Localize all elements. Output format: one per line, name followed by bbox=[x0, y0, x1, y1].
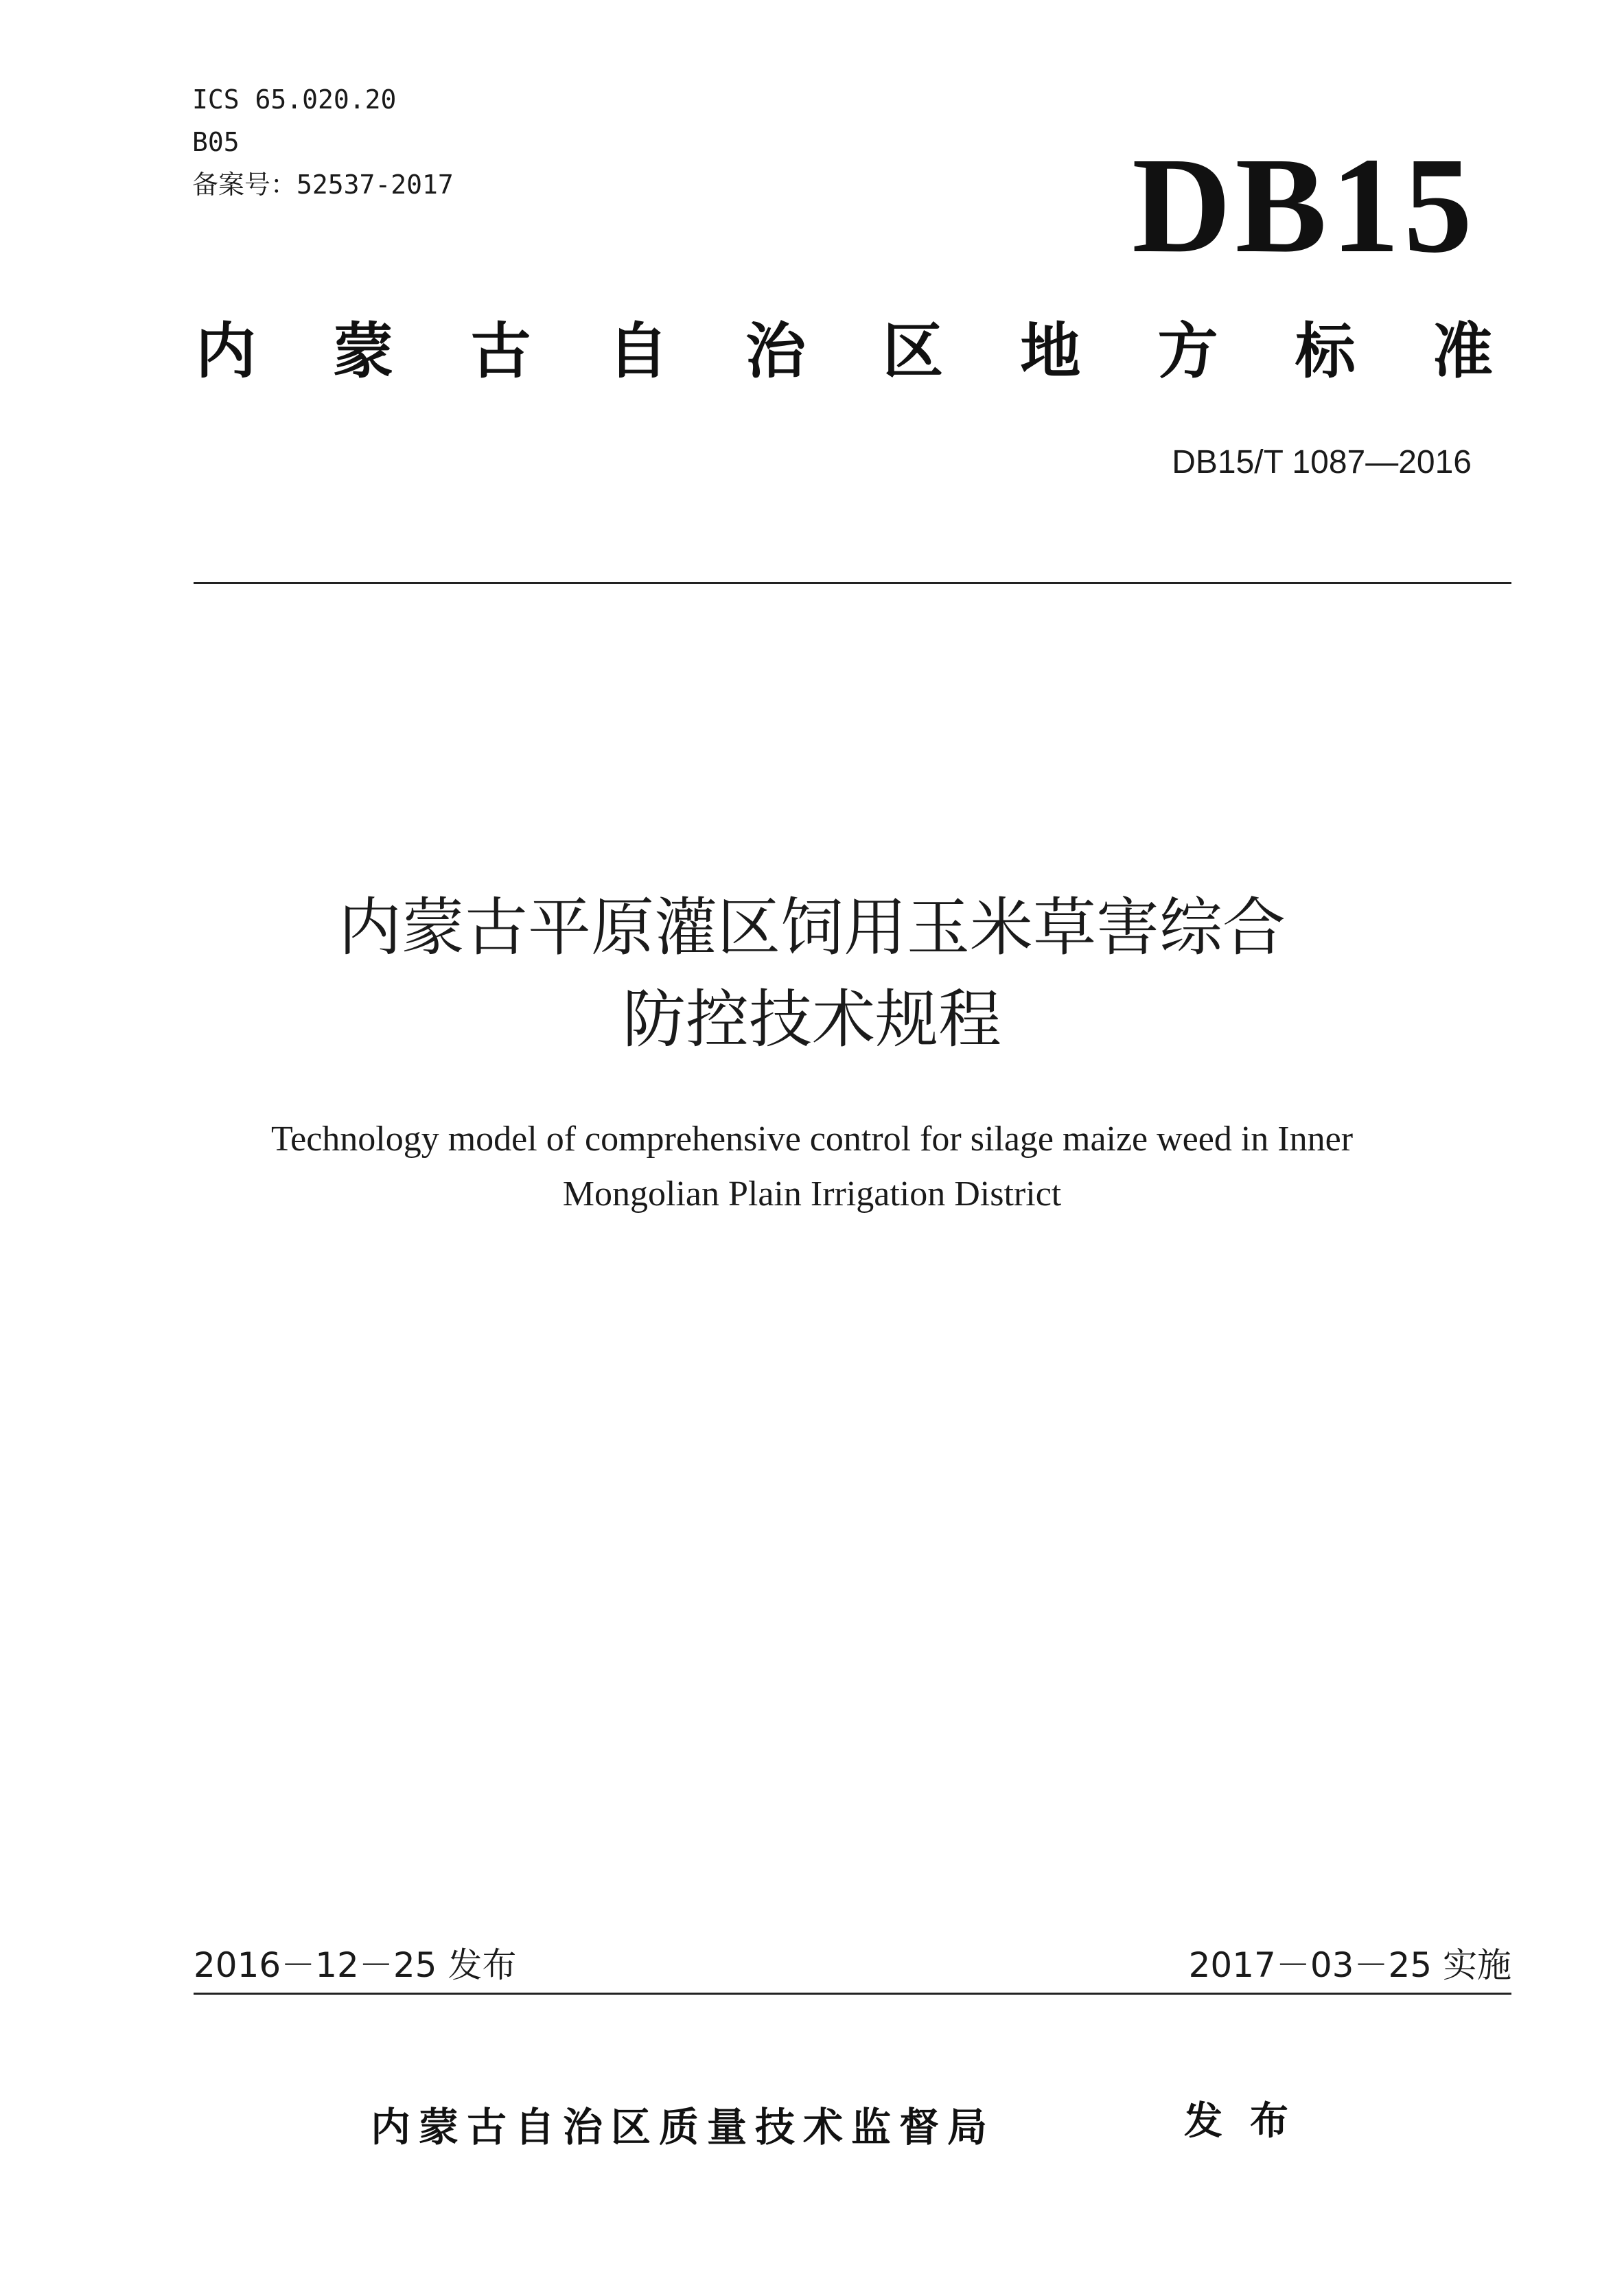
standard-type-char: 古 bbox=[470, 316, 531, 386]
standard-type-char: 治 bbox=[745, 316, 806, 386]
issue-date: 2016－12－25 发布 bbox=[194, 1945, 517, 1985]
implementation-date: 2017－03－25 实施 bbox=[1188, 1945, 1511, 1985]
title-english bbox=[0, 1112, 1624, 1222]
bottom-divider bbox=[194, 1993, 1511, 1995]
ccs-code: B05 bbox=[192, 127, 240, 157]
title-chinese bbox=[0, 882, 1624, 1066]
publish-label: 发布 bbox=[1184, 2099, 1316, 2144]
record-number: 备案号：52537-2017 bbox=[192, 170, 454, 200]
standard-type-char: 蒙 bbox=[333, 316, 394, 386]
title-english-line-1: Technology model of comprehensive control for silage maize weed in Inner bbox=[270, 1120, 1354, 1159]
standard-type-heading bbox=[196, 316, 1493, 386]
ics-code: ICS 65.020.20 bbox=[192, 84, 397, 115]
standard-type-char: 区 bbox=[883, 316, 944, 386]
title-chinese-line-1: 内蒙古平原灌区饲用玉米草害综合 bbox=[338, 891, 1286, 964]
standard-type-char: 地 bbox=[1020, 316, 1081, 386]
top-divider bbox=[194, 582, 1511, 584]
standard-type-char: 准 bbox=[1432, 316, 1493, 386]
title-english-line-2: Mongolian Plain Irrigation District bbox=[562, 1174, 1062, 1214]
publisher-name: 内蒙古自治区质量技术监督局 bbox=[371, 2104, 996, 2150]
standard-number: DB15/T 1087—2016 bbox=[1172, 444, 1472, 480]
standard-type-char: 方 bbox=[1157, 316, 1218, 386]
standard-type-char: 内 bbox=[196, 316, 257, 386]
title-chinese-line-2: 防控技术规程 bbox=[622, 983, 1001, 1056]
standard-type-char: 标 bbox=[1295, 316, 1356, 386]
standard-type-char: 自 bbox=[607, 316, 669, 386]
db15-logo: DB15 bbox=[1132, 130, 1476, 281]
